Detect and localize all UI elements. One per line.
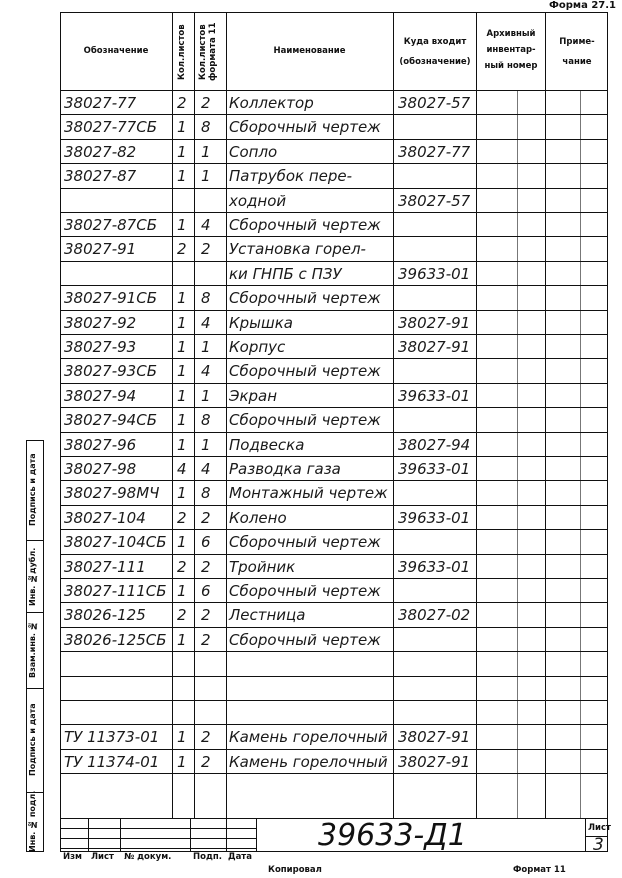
row-kol-listov: 1 [177, 313, 187, 332]
row-kuda-vhodit: 39633-01 [398, 264, 471, 283]
row-oboznachenie: 38027-104СБ [64, 533, 167, 552]
row-naimenovanie: Корпус [229, 338, 286, 356]
stamp-list-label: Лист [588, 823, 611, 833]
stamp-list: Лист [91, 852, 114, 862]
side-label-inv-podl: Инв. № подл. [28, 790, 37, 852]
row-kol-listov: 1 [177, 435, 187, 454]
row-naimenovanie: Сборочный чертеж [229, 533, 381, 552]
row-oboznachenie: 38027-94СБ [64, 411, 157, 430]
row-kol-listov: 1 [177, 533, 187, 552]
row-oboznachenie: 38027-94 [64, 386, 137, 405]
row-naimenovanie: ходной [229, 191, 287, 210]
side-label-inv-dubl: Инв. №дубл. [28, 547, 37, 607]
row-kol-listov-format: 8 [201, 289, 211, 308]
header-kol-listov-format: Кол.листов формата 11 [198, 22, 218, 82]
row-kol-listov: 1 [177, 289, 187, 308]
row-kuda-vhodit: 38027-91 [398, 752, 471, 771]
row-oboznachenie: 38027-111СБ [64, 582, 167, 600]
header-primechanie: Приме- чание [559, 37, 595, 67]
row-naimenovanie: Сборочный чертеж [229, 582, 381, 600]
row-kol-listov: 1 [177, 167, 187, 186]
row-kuda-vhodit: 38027-57 [398, 191, 471, 210]
row-kol-listov-format: 4 [201, 313, 211, 332]
row-kol-listov-format: 4 [201, 362, 211, 381]
row-oboznachenie: 38027-96 [64, 435, 137, 454]
row-oboznachenie: 38027-91 [64, 240, 137, 259]
row-kol-listov-format: 2 [201, 606, 211, 625]
row-naimenovanie: Сборочный чертеж [229, 118, 381, 137]
row-oboznachenie: 38027-92 [64, 313, 137, 332]
row-oboznachenie: 38027-87 [64, 167, 137, 186]
row-kol-listov-format: 2 [201, 508, 211, 527]
row-naimenovanie: Сборочный чертеж [229, 411, 381, 430]
side-label-podpis-top: Подпись и дата [28, 453, 37, 527]
footer-kopiroval: Копировал [268, 865, 322, 875]
row-naimenovanie: Колено [229, 508, 287, 527]
row-naimenovanie: Камень горелочный [229, 728, 388, 747]
row-naimenovanie: Сборочный чертеж [229, 216, 381, 234]
row-kol-listov: 2 [177, 240, 187, 259]
row-kol-listov: 1 [177, 630, 187, 649]
stamp-dokum: № докум. [124, 852, 172, 862]
row-divider [60, 700, 608, 701]
row-kol-listov-format: 1 [201, 167, 211, 186]
row-naimenovanie: ки ГНПБ с ПЗУ [229, 264, 342, 283]
row-kol-listov: 1 [177, 582, 187, 600]
row-oboznachenie: 38027-77СБ [64, 118, 157, 137]
row-oboznachenie: 38026-125 [64, 606, 146, 625]
header-oboznachenie: Обозначение [83, 46, 149, 56]
row-oboznachenie: 38027-98 [64, 460, 137, 478]
row-naimenovanie: Разводка газа [229, 460, 341, 478]
row-kuda-vhodit: 39633-01 [398, 557, 471, 576]
row-kol-listov: 1 [177, 484, 187, 503]
row-naimenovanie: Подвеска [229, 435, 305, 454]
row-naimenovanie: Сборочный чертеж [229, 362, 381, 381]
row-kuda-vhodit: 38027-94 [398, 435, 471, 454]
row-kol-listov: 2 [177, 557, 187, 576]
row-kuda-vhodit: 39633-01 [398, 386, 471, 405]
row-kol-listov-format: 8 [201, 484, 211, 503]
row-naimenovanie: Сборочный чертеж [229, 289, 381, 308]
row-naimenovanie: Установка горел- [229, 240, 366, 259]
row-kuda-vhodit: 38027-02 [398, 606, 471, 625]
row-oboznachenie: 38027-93СБ [64, 362, 157, 381]
row-naimenovanie: Тройник [229, 557, 296, 576]
row-oboznachenie: 38027-93 [64, 338, 137, 356]
row-kol-listov: 1 [177, 118, 187, 137]
row-oboznachenie: ТУ 11373-01 [64, 728, 160, 747]
row-kuda-vhodit: 38027-57 [398, 94, 471, 112]
row-naimenovanie: Патрубок пере- [229, 167, 353, 186]
row-kol-listov-format: 2 [201, 630, 211, 649]
stamp-podp: Подп. [193, 852, 222, 862]
row-naimenovanie: Сопло [229, 142, 278, 161]
row-kol-listov-format: 4 [201, 460, 211, 478]
row-kol-listov-format: 8 [201, 118, 211, 137]
row-kol-listov: 1 [177, 362, 187, 381]
row-oboznachenie: 38027-91СБ [64, 289, 157, 308]
side-label-vzam-inv: Взам.инв. № [28, 621, 37, 679]
document-code: 39633-Д1 [318, 818, 467, 853]
row-kol-listov: 1 [177, 338, 187, 356]
header-kuda-vhodit: Куда входит (обозначение) [399, 37, 471, 67]
header-naimenovanie: Наименование [273, 46, 346, 56]
row-oboznachenie: 38027-98МЧ [64, 484, 160, 503]
row-oboznachenie: 38027-104 [64, 508, 146, 527]
row-kol-listov: 2 [177, 94, 187, 112]
row-kol-listov-format: 2 [201, 240, 211, 259]
row-kol-listov: 2 [177, 606, 187, 625]
row-kuda-vhodit: 38027-91 [398, 728, 471, 747]
row-naimenovanie: Коллектор [229, 94, 314, 112]
row-oboznachenie: 38027-111 [64, 557, 146, 576]
stamp-list-number: 3 [593, 835, 604, 855]
row-naimenovanie: Монтажный чертеж [229, 484, 388, 503]
row-kol-listov-format: 4 [201, 216, 211, 234]
row-kol-listov: 1 [177, 411, 187, 430]
side-label-podpis-bottom: Подпись и дата [28, 703, 37, 777]
row-kol-listov: 1 [177, 216, 187, 234]
footer-format: Формат 11 [513, 865, 566, 875]
row-oboznachenie: ТУ 11374-01 [64, 752, 160, 771]
form-number: Форма 27.1 [548, 0, 616, 11]
row-kol-listov-format: 1 [201, 142, 211, 161]
row-kol-listov-format: 6 [201, 533, 211, 552]
row-oboznachenie: 38027-77 [64, 94, 137, 112]
row-naimenovanie: Экран [229, 386, 278, 405]
row-kol-listov-format: 1 [201, 386, 211, 405]
row-kol-listov-format: 1 [201, 435, 211, 454]
row-kol-listov-format: 2 [201, 557, 211, 576]
row-oboznachenie: 38026-125СБ [64, 630, 167, 649]
row-kuda-vhodit: 39633-01 [398, 460, 471, 478]
stamp-izm: Изм [63, 852, 83, 862]
row-kuda-vhodit: 39633-01 [398, 508, 471, 527]
header-arhiv: Архивный инвентар- ный номер [484, 29, 538, 71]
row-kol-listov-format: 2 [201, 752, 211, 771]
row-kuda-vhodit: 38027-77 [398, 142, 471, 161]
row-naimenovanie: Крышка [229, 313, 293, 332]
row-kol-listov: 1 [177, 142, 187, 161]
row-kuda-vhodit: 38027-91 [398, 313, 471, 332]
row-oboznachenie: 38027-82 [64, 142, 137, 161]
stamp-data: Дата [228, 852, 252, 862]
row-kuda-vhodit: 38027-91 [398, 338, 471, 356]
row-kol-listov-format: 2 [201, 728, 211, 747]
row-kol-listov: 1 [177, 752, 187, 771]
row-naimenovanie: Камень горелочный [229, 752, 388, 771]
row-kol-listov-format: 6 [201, 582, 211, 600]
row-oboznachenie: 38027-87СБ [64, 216, 157, 234]
row-divider [60, 334, 608, 335]
row-naimenovanie: Сборочный чертеж [229, 630, 381, 649]
row-kol-listov: 1 [177, 386, 187, 405]
row-kol-listov-format: 1 [201, 338, 211, 356]
row-kol-listov: 1 [177, 728, 187, 747]
row-naimenovanie: Лестница [229, 606, 306, 625]
row-divider [60, 676, 608, 677]
row-kol-listov: 2 [177, 508, 187, 527]
row-kol-listov-format: 8 [201, 411, 211, 430]
row-kol-listov-format: 2 [201, 94, 211, 112]
header-kol-listov: Кол.листов [177, 24, 187, 80]
row-kol-listov: 4 [177, 460, 187, 478]
